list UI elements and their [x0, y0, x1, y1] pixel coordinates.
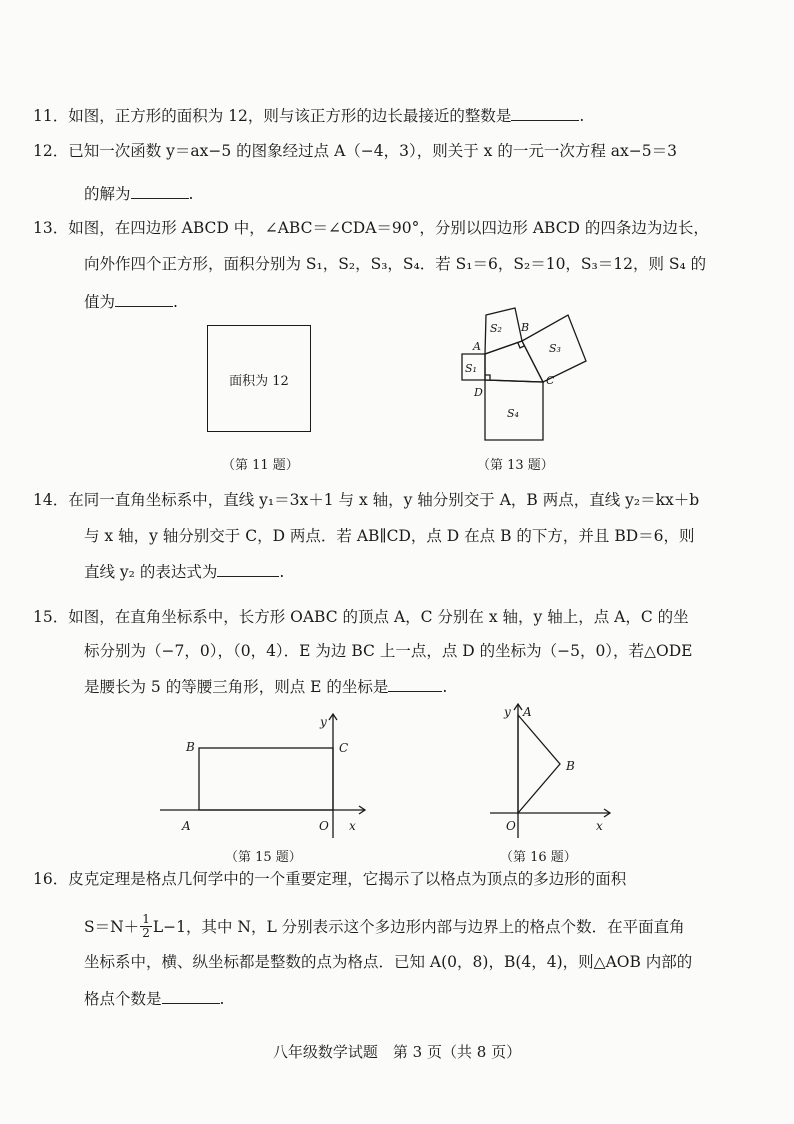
- answer-blank-13[interactable]: [115, 292, 173, 307]
- answer-blank-11[interactable]: [511, 106, 579, 121]
- figure-15-diagram: [160, 710, 375, 840]
- label-c: C: [339, 741, 349, 755]
- question-13-line1: 13．如图，在四边形 ABCD 中，∠ABC＝∠CDA＝90°，分别以四边形 ABCD 的四条边为边长，: [33, 219, 709, 237]
- label-b: B: [186, 740, 195, 754]
- figure-13-caption: （第 13 题）: [477, 458, 554, 473]
- question-13-line2: 向外作四个正方形，面积分别为 S₁，S₂，S₃，S₄．若 S₁＝6，S₂＝10，S₃＝12，则 S₄ 的: [84, 255, 707, 273]
- figure-13-diagram: [445, 292, 625, 450]
- question-15-line2: 标分别为（−7，0），（0，4）．E 为边 BC 上一点，点 D 的坐标为（−5，0），若△ODE: [84, 642, 693, 660]
- question-11-text: 11．如图，正方形的面积为 12，则与该正方形的边长最接近的整数是: [33, 107, 512, 125]
- question-16-line2: [84, 913, 685, 940]
- figure-16-caption: （第 16 题）: [500, 850, 577, 865]
- label-x: x: [349, 819, 356, 833]
- rectangle-oabc: [199, 748, 333, 810]
- question-15-tail: .: [442, 678, 448, 696]
- question-12-tail: .: [188, 185, 194, 203]
- right-angle-mark-d: [485, 375, 490, 380]
- label-b: B: [566, 759, 575, 773]
- figure-16-diagram: [490, 700, 615, 840]
- label-a: A: [523, 705, 532, 719]
- label-s1: S₁: [465, 362, 477, 375]
- label-d: D: [474, 386, 483, 399]
- label-o: O: [506, 819, 516, 833]
- pick-formula-left: S＝N＋: [84, 917, 140, 936]
- label-y: y: [504, 705, 511, 719]
- question-13-tail: .: [173, 293, 178, 311]
- fraction-denominator: 2: [142, 926, 150, 940]
- question-11: [33, 106, 584, 126]
- label-c: C: [546, 374, 555, 387]
- answer-blank-16[interactable]: [162, 989, 220, 1004]
- label-o: O: [319, 819, 329, 833]
- label-y: y: [320, 715, 327, 729]
- answer-blank-15[interactable]: [388, 677, 442, 692]
- figure-11-square: [207, 325, 311, 432]
- question-12-line1: 12．已知一次函数 y＝ax−5 的图象经过点 A（−4，3），则关于 x 的一元一次方程 ax−5＝3: [33, 142, 677, 160]
- answer-blank-12[interactable]: [131, 184, 189, 199]
- question-13-line3: [84, 292, 178, 312]
- label-s4: S₄: [507, 407, 519, 420]
- question-16-line1: 16．皮克定理是格点几何学中的一个重要定理，它揭示了以格点为顶点的多边形的面积: [33, 870, 627, 888]
- question-14-line3: [84, 562, 284, 582]
- question-15-text: 是腰长为 5 的等腰三角形，则点 E 的坐标是: [84, 678, 389, 696]
- label-s3: S₃: [549, 342, 561, 355]
- answer-blank-14[interactable]: [217, 562, 279, 577]
- question-15-line1: 15．如图，在直角坐标系中，长方形 OABC 的顶点 A，C 分别在 x 轴，y 轴上，点 A，C 的坐: [33, 608, 689, 626]
- fraction-one-half: [140, 913, 152, 940]
- question-16-text: 格点个数是: [84, 990, 162, 1008]
- label-x: x: [596, 819, 603, 833]
- question-16-line4: [84, 989, 224, 1009]
- question-12-text: 的解为: [84, 185, 131, 203]
- question-14-line1: 14．在同一直角坐标系中，直线 y₁＝3x＋1 与 x 轴，y 轴分别交于 A，B 两点，直线 y₂＝kx＋b: [33, 491, 700, 509]
- fraction-numerator: 1: [142, 912, 150, 926]
- question-14-line2: 与 x 轴，y 轴分别交于 C，D 两点．若 AB∥CD，点 D 在点 B 的下方，并且 BD＝6，则: [84, 527, 695, 545]
- question-16-tail: .: [219, 990, 225, 1008]
- question-15-line3: [84, 677, 447, 697]
- question-14-text: 直线 y₂ 的表达式为: [84, 563, 218, 581]
- question-14-tail: .: [279, 563, 285, 581]
- triangle-aob: [518, 715, 560, 813]
- question-13-text: 值为: [84, 293, 116, 311]
- label-b: B: [521, 321, 530, 334]
- question-16-line3: 坐标系中，横、纵坐标都是整数的点为格点．已知 A(0，8)，B(4，4)，则△AOB 内部的: [84, 953, 693, 971]
- figure-11-area-label: 面积为 12: [229, 374, 289, 389]
- quadrilateral-abcd: [485, 341, 543, 382]
- label-s2: S₂: [490, 322, 502, 335]
- figure-11-caption: （第 11 题）: [222, 458, 299, 473]
- pick-formula-right: L−1，其中 N，L 分别表示这个多边形内部与边界上的格点个数．在平面直角: [152, 917, 685, 936]
- label-a: A: [473, 340, 481, 353]
- figure-15-caption: （第 15 题）: [225, 850, 302, 865]
- page-footer: 八年级数学试题 第 3 页（共 8 页）: [272, 1043, 522, 1061]
- question-11-tail: .: [579, 107, 585, 125]
- label-a: A: [182, 819, 191, 833]
- question-12-line2: [84, 184, 193, 204]
